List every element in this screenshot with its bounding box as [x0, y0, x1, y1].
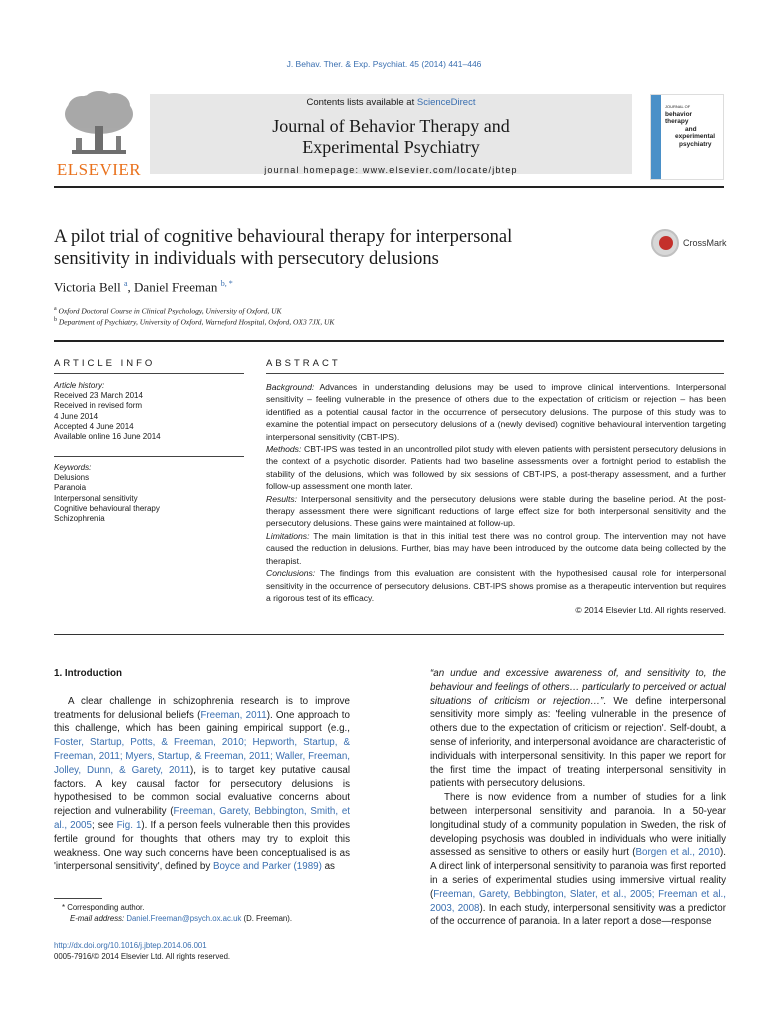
cover-line: psychiatry — [679, 140, 712, 148]
history-item: Received 23 March 2014 — [54, 391, 143, 401]
crossmark-badge[interactable] — [651, 229, 731, 259]
paragraph — [54, 695, 350, 874]
history-item: Received in revised form — [54, 401, 143, 411]
text: . We define interpersonal sensitivity more simply as: 'feeling vulnerable in the presence of others due to the expectation of criticism or rejection'. Self-doubt, a sense of inferiority, and interpersonal avoidance are characteristic of individuals with interpersonal sensitivity. In this paper we report for the first time the impact of treating interpersonal sensitivity in patients with persecutory delusions. — [430, 695, 726, 790]
journal-cover-thumbnail[interactable] — [650, 94, 724, 180]
journal-title-line2: Experimental Psychiatry — [302, 137, 480, 157]
reference-link[interactable]: Freeman, Garety, Bebbington, Smith, et al., 2005 — [54, 806, 350, 831]
keyword: Cognitive behavioural therapy — [54, 503, 160, 513]
author-name[interactable]: Victoria Bell — [54, 279, 121, 295]
paper-title-line1: A pilot trial of cognitive behavioural therapy for interpersonal — [54, 227, 513, 247]
paper-title — [54, 226, 614, 270]
email-label: E-mail address: — [70, 914, 127, 923]
keyword: Interpersonal sensitivity — [54, 493, 138, 503]
affiliation-b — [54, 317, 334, 327]
abstract-label: Conclusions: — [266, 568, 316, 579]
journal-title-line1: Journal of Behavior Therapy and — [272, 116, 510, 136]
affiliation-text: Department of Psychiatry, University of Oxford, Warneford Hospital, Oxford, OX3 7JX, UK — [58, 317, 335, 327]
figure-link[interactable]: Fig. 1 — [116, 819, 142, 831]
issn-line: 0005-7916/© 2014 Elsevier Ltd. All rights reserved. — [54, 952, 231, 961]
section-heading-introduction: 1. Introduction — [54, 668, 123, 679]
article-history-label: Article history: — [54, 381, 105, 390]
footnote-mark: * — [62, 903, 66, 912]
quote: “an undue and excessive awareness of, and sensitivity to, the behaviour and feelings of others… particularly to perceived or actual situations of criticism or rejection…” — [430, 668, 726, 707]
abstract-text: CBT-IPS was tested in an uncontrolled pilot study with eleven patients with persistent persecutory delusions in the context of a psychotic disorder. Patients had two baseline assessments over a fortnight period to establish the stability of the delusions, which was followed by six sessions of CBT-IPS, a post-therapy assessment, and a further follow-up assessment one month later. — [266, 444, 726, 492]
info-divider — [54, 456, 244, 457]
homepage-url[interactable]: www.elsevier.com/locate/jbtep — [362, 165, 518, 175]
history-item: Accepted 4 June 2014 — [54, 421, 134, 431]
abstract-text: The main limitation is that in this initial test there was no control group. The intervention may not have caused the reduction in delusions. Further, bias may have been introduced by the outcome data being collected by the therapist. — [266, 530, 726, 566]
history-item: Available online 16 June 2014 — [54, 432, 161, 442]
reference-link[interactable]: Freeman, Garety, Bebbington, Slater, et al., 2005; Freeman et al., 2003, 2008 — [430, 888, 726, 914]
journal-title[interactable] — [150, 116, 632, 158]
abstract-text: Interpersonal sensitivity and the persecutory delusions were stable during the baseline period. At the post-therapy assessment there were significant reductions of large effect size for both interpersonal sensitivity and the persecutory delusions. These gains were maintained at follow-up. — [266, 493, 726, 529]
masthead-divider — [54, 186, 724, 188]
abstract-background — [266, 381, 726, 443]
elsevier-logo[interactable] — [54, 90, 144, 182]
cover-text — [665, 103, 715, 148]
abstract-label: Methods: — [266, 444, 302, 455]
abstract-heading: ABSTRACT — [266, 358, 341, 369]
abstract-copyright: © 2014 Elsevier Ltd. All rights reserved. — [575, 605, 726, 616]
reference-link[interactable]: Borgen et al., 2010 — [635, 847, 721, 859]
contents-prefix: Contents lists available at — [306, 97, 417, 108]
reference-link[interactable]: Boyce and Parker (1989) — [212, 861, 322, 873]
abstract-label: Background: — [266, 382, 315, 392]
paper-title-line2: sensitivity in individuals with persecutory delusions — [54, 249, 439, 269]
article-info-heading: ARTICLE INFO — [54, 358, 156, 369]
journal-citation[interactable]: J. Behav. Ther. & Exp. Psychiat. 45 (2014) 441–446 — [286, 59, 482, 69]
crossmark-label: CrossMark — [683, 238, 727, 248]
reference-link[interactable]: Foster, Startup, Potts, & Freeman, 2010; Hepworth, Startup, & Freeman, 2011; Myers, Startup, & Freeman, 2011; Waller, Freeman, Jolley, Dunn, & Garety, 2011 — [54, 737, 350, 776]
text: A clear challenge in schizophrenia research is to improve treatments for delusional beliefs ( — [54, 695, 350, 721]
affiliation-mark: a — [54, 306, 57, 312]
author-affiliation-mark[interactable]: a — [123, 279, 128, 288]
footnote-rule — [54, 898, 102, 899]
keyword: Delusions — [54, 473, 90, 483]
abstract-text: Advances in understanding delusions may be used to improve clinical interventions. Interpersonal sensitivity – feeling vulnerable in the presence of others due to the expectation of criticism or rejection – has been identified as a potential causal factor in the occurrence of persecutory delusions. The purpose of this study was to examine the potential impact on persecutory delusions of a (newly devised) cognitive behavioural intervention targeting interpersonal sensitivity (CBT-IPS). — [266, 382, 726, 442]
affiliation-a — [54, 306, 282, 316]
sciencedirect-link[interactable]: ScienceDirect — [416, 97, 476, 108]
article-history — [54, 381, 244, 442]
text: ; see — [91, 819, 117, 831]
cover-line: experimental — [675, 133, 716, 140]
text: ). A direct link of interpersonal sensitivity to paranoia was first reported in a series of experimental studies using immersive virtual reality ( — [430, 847, 726, 900]
publisher-name: ELSEVIER — [56, 160, 142, 179]
text: ), is to target key putative causal factors. A key causal factor for persecutory delusions is hypothesised to be common social evaluative concerns about rejection and vulnerability ( — [54, 764, 350, 818]
crossmark-icon — [651, 229, 679, 257]
header-divider — [54, 340, 724, 342]
email-note — [54, 913, 292, 925]
author-separator: , — [127, 279, 135, 295]
abstract-label: Limitations: — [266, 530, 310, 541]
abstract-results — [266, 493, 726, 530]
crossmark-inner-icon — [659, 236, 673, 250]
abstract-label: Results: — [266, 493, 298, 504]
body-column-left — [54, 667, 350, 874]
doi-link[interactable]: http://dx.doi.org/10.1016/j.jbtep.2014.06.001 — [54, 941, 207, 950]
affiliation-mark: b — [54, 317, 57, 323]
journal-homepage — [150, 165, 632, 175]
contents-line — [150, 97, 632, 108]
doi-block — [54, 940, 230, 962]
history-item: 4 June 2014 — [54, 411, 99, 421]
author-name[interactable]: Daniel Freeman — [134, 279, 218, 295]
text: ). If a person feels vulnerable then this provides fertile ground for thoughts that others may try to exploit this weakness. One way such concerns have been conceptualised is as 'interpersonal sensitivity', defined by — [54, 819, 350, 873]
article-info-rule — [54, 373, 244, 374]
abstract-text: The findings from this evaluation are consistent with the hypothesised causal role for interpersonal sensitivity in the occurrence of persecutory delusions. CBT-IPS shows promise as a therapeutic intervention but requires a rigorous test of its efficacy. — [266, 568, 726, 603]
author-affiliation-mark[interactable]: b, * — [220, 279, 233, 288]
abstract-rule — [266, 373, 724, 374]
paragraph — [430, 667, 726, 791]
reference-link[interactable]: Freeman, 2011 — [200, 709, 267, 721]
keyword: Schizophrenia — [54, 514, 105, 524]
email-link[interactable]: Daniel.Freeman@psych.ox.ac.uk — [126, 914, 242, 923]
cover-line: JOURNAL OF — [665, 104, 691, 109]
author-list — [54, 279, 233, 295]
abstract-limitations — [266, 530, 726, 567]
abstract-body — [266, 381, 726, 617]
text: ). In each study, interpersonal sensitivity was a predictor of the occurrence of paranoia. In a later report a dose—response — [430, 902, 726, 928]
elsevier-tree-icon — [60, 90, 138, 160]
email-suffix: (D. Freeman). — [241, 914, 292, 923]
cover-accent-strip — [651, 95, 661, 180]
keywords-label: Keywords: — [54, 463, 92, 472]
abstract-methods — [266, 443, 726, 493]
journal-masthead — [54, 90, 724, 182]
cover-line: behavior — [665, 110, 693, 118]
text: ). One approach to this challenge, which has been gaining empirical support (e.g., — [54, 709, 350, 735]
footnote-text: Corresponding author. — [65, 903, 145, 912]
body-column-right — [430, 667, 726, 929]
cover-line: and — [685, 125, 697, 133]
affiliation-text: Oxford Doctoral Course in Clinical Psychology, University of Oxford, UK — [58, 306, 282, 316]
keyword: Paranoia — [54, 483, 87, 493]
text: There is now evidence from a number of studies for a link between interpersonal sensitivity and paranoia. In a 50-year longitudinal study of a community population in Sweden, the risk of developing psychosis was doubled in individuals who were initially assessed as sensitive to others or easily hurt ( — [430, 792, 726, 859]
paragraph — [430, 791, 726, 929]
cover-line: therapy — [665, 118, 689, 125]
masthead-banner — [150, 94, 632, 174]
homepage-prefix: journal homepage: — [264, 165, 363, 175]
abstract-divider — [54, 634, 724, 635]
abstract-conclusions — [266, 567, 726, 604]
text: as — [321, 861, 335, 873]
keywords — [54, 463, 244, 524]
